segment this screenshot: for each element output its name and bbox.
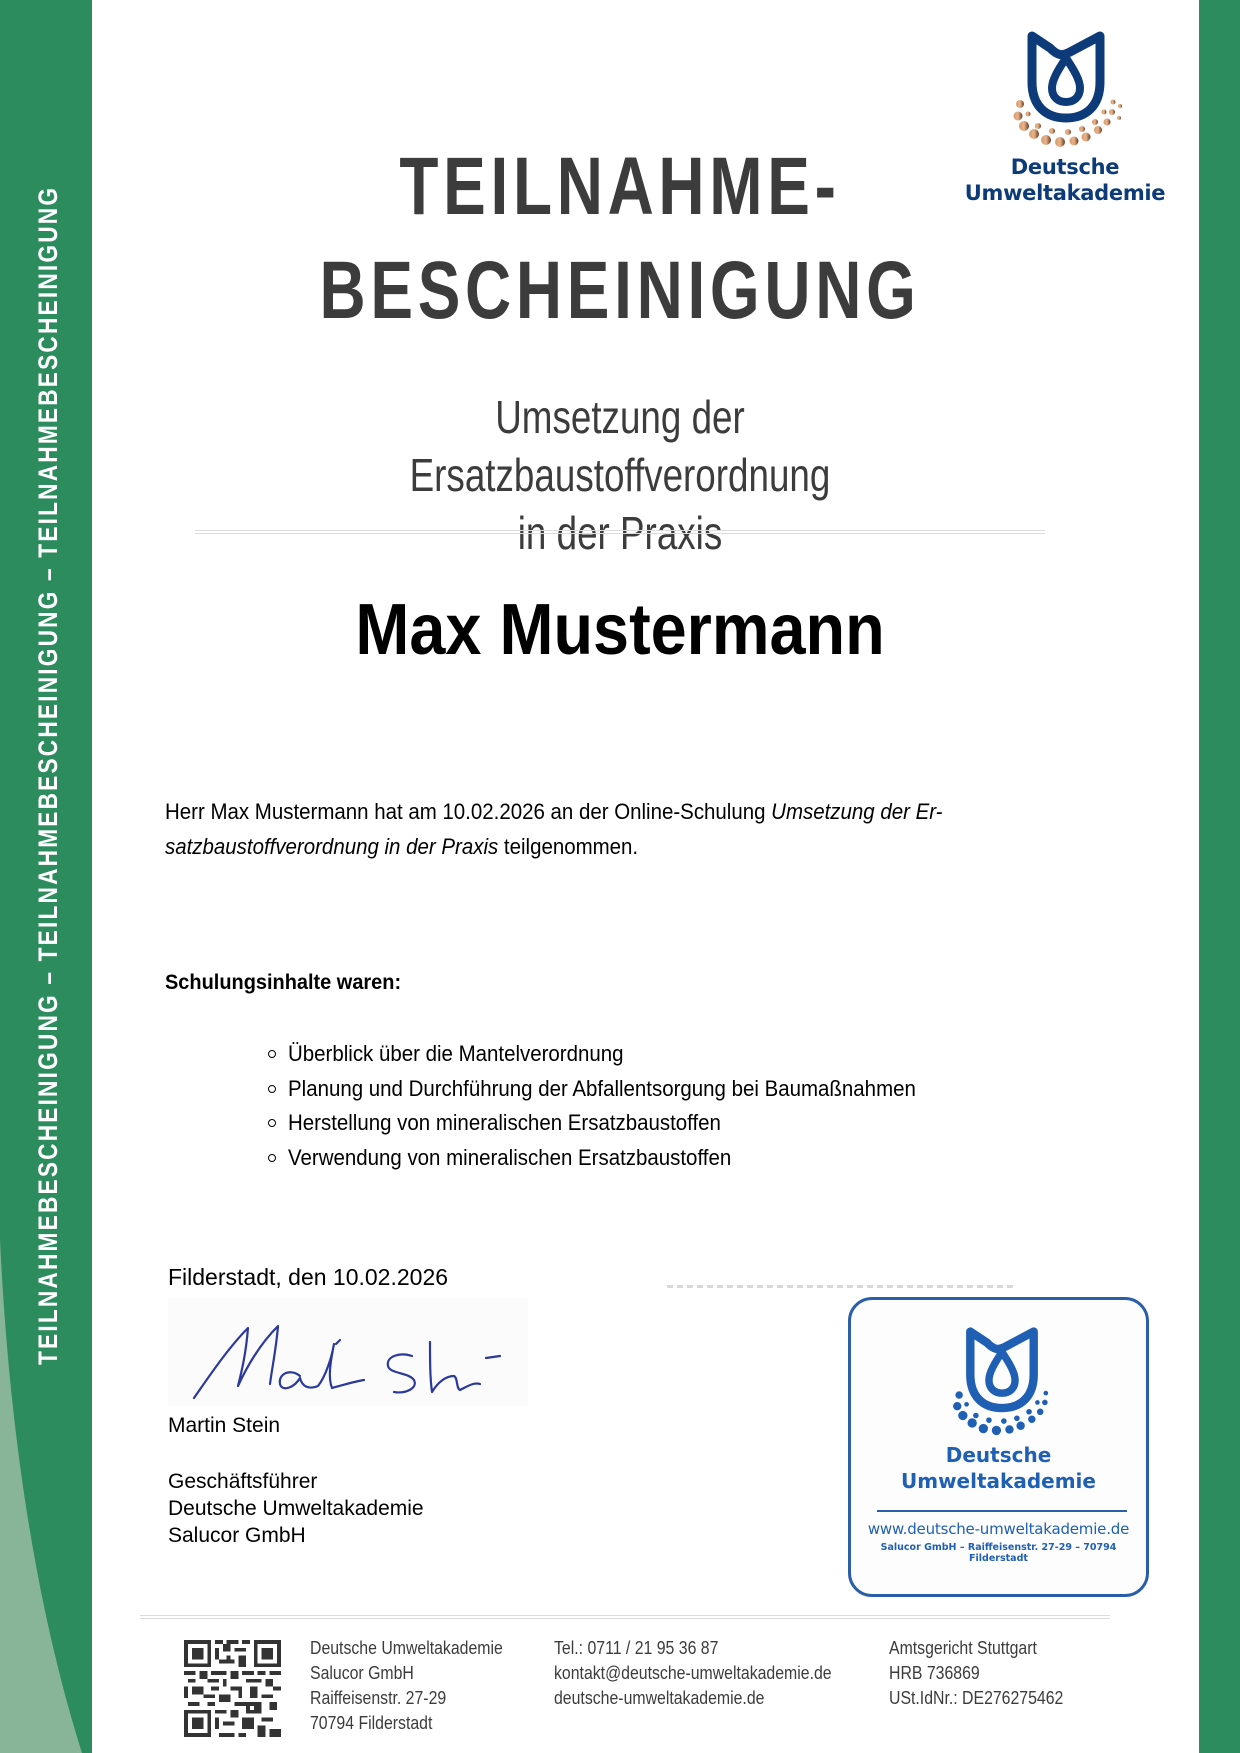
stamp-url: www.deutsche-umweltakademie.de bbox=[867, 1520, 1130, 1538]
participant-name: Max Mustermann bbox=[355, 590, 885, 670]
circle-bullet-icon bbox=[268, 1085, 276, 1093]
right-side-band bbox=[1199, 0, 1240, 1753]
list-item: Herstellung von mineralischen Ersatzbaustoffen bbox=[268, 1106, 1068, 1141]
signer-name: Martin Stein bbox=[168, 1414, 281, 1437]
certificate-title bbox=[200, 135, 1040, 343]
course-title bbox=[200, 388, 1040, 562]
footer-phone: Tel.: 0711 / 21 95 36 87 bbox=[554, 1638, 719, 1658]
title-line-2: BESCHEINIGUNG bbox=[319, 245, 921, 336]
company-stamp bbox=[848, 1297, 1149, 1597]
footer-website-link[interactable]: deutsche-umweltakademie.de bbox=[554, 1688, 765, 1708]
stamp-logo-icon bbox=[947, 1326, 1057, 1436]
stamp-wordmark: Deutsche Umweltakademie bbox=[901, 1443, 1096, 1493]
signature-icon bbox=[168, 1298, 528, 1406]
course-title-line-1: Umsetzung der Ersatzbaustoffverordnung bbox=[409, 391, 831, 501]
list-item: Überblick über die Mantelverordnung bbox=[268, 1037, 1068, 1072]
footer-company-address: Deutsche Umweltakademie Salucor GmbH Raiffeisenstr. 27-29 70794 Filderstadt bbox=[310, 1638, 503, 1733]
course-title-line-2: in der Praxis bbox=[517, 507, 723, 559]
qr-code-icon[interactable] bbox=[184, 1640, 281, 1737]
participation-statement bbox=[165, 794, 1095, 864]
footer-contact bbox=[554, 1636, 869, 1711]
signer-role: Geschäftsführer Deutsche Umweltakademie Salucor GmbH bbox=[168, 1470, 424, 1547]
circle-bullet-icon bbox=[268, 1154, 276, 1162]
contents-heading: Schulungsinhalte waren: bbox=[165, 971, 402, 994]
vertical-band-text: TEILNAHMEBESCHEINIGUNG – TEILNAHMEBESCHEINIGUNG – TEILNAHMEBESCHEINIGUNG bbox=[33, 185, 63, 1365]
statement-line-1: Herr Max Mustermann hat am 10.02.2026 an der Online-Schulung Umsetzung der Er- bbox=[165, 799, 943, 824]
statement-line-2: satzbaustoffverordnung in der Praxis teilgenommen. bbox=[165, 834, 639, 859]
circle-bullet-icon bbox=[268, 1050, 276, 1058]
handwritten-signature bbox=[168, 1298, 528, 1406]
faint-clipped-text bbox=[667, 1285, 1017, 1288]
stamp-address: Salucor GmbH – Raiffeisenstr. 27-29 – 70794 Filderstadt bbox=[880, 1542, 1117, 1564]
contents-list bbox=[268, 1037, 1068, 1175]
list-item: Verwendung von mineralischen Ersatzbaustoffen bbox=[268, 1141, 1068, 1176]
footer-divider bbox=[140, 1615, 1110, 1619]
logo-wordmark: Deutsche Umweltakademie bbox=[964, 155, 1166, 205]
footer-legal: Amtsgericht Stuttgart HRB 736869 USt.IdNr.: DE276275462 bbox=[889, 1638, 1064, 1708]
footer-email-link[interactable]: kontakt@deutsche-umweltakademie.de bbox=[554, 1663, 832, 1683]
title-divider bbox=[195, 530, 1045, 534]
place-and-date: Filderstadt, den 10.02.2026 bbox=[168, 1264, 449, 1290]
circle-bullet-icon bbox=[268, 1119, 276, 1127]
stamp-divider bbox=[877, 1510, 1127, 1512]
list-item: Planung und Durchführung der Abfallentsorgung bei Baumaßnahmen bbox=[268, 1072, 1068, 1107]
title-line-1: TEILNAHME- bbox=[399, 141, 841, 232]
tulip-droplet-logo-icon bbox=[1010, 30, 1122, 148]
